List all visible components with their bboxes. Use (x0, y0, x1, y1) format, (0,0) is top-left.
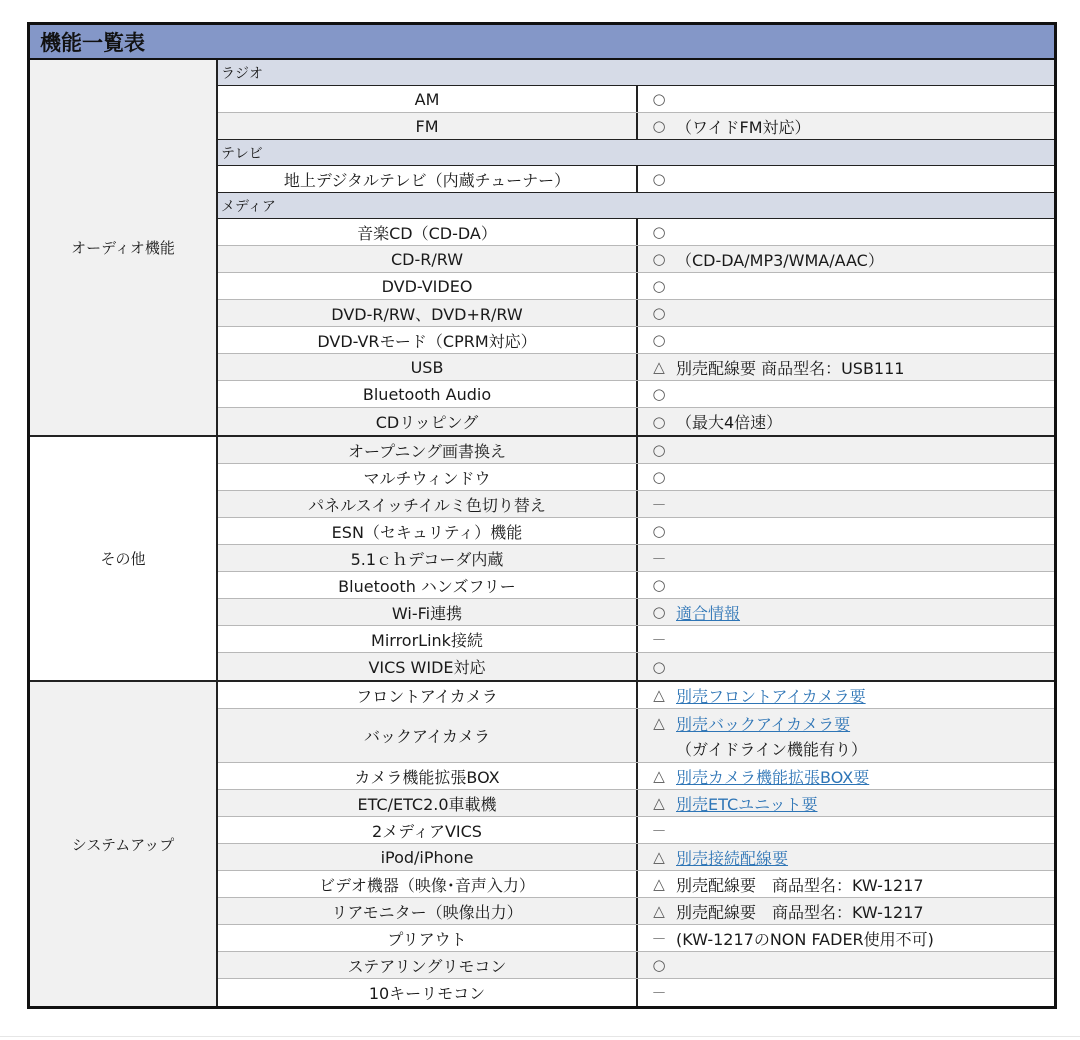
front-camera-link[interactable]: 別売フロントアイカメラ要 (676, 686, 866, 706)
feature-name: 10キーリモコン (218, 979, 638, 1006)
table-row (218, 518, 1054, 545)
table-row (218, 709, 1054, 763)
table-row (218, 437, 1054, 464)
value-note: （CD-DA/MP3/WMA/AAC） (676, 250, 884, 270)
table-row (218, 464, 1054, 491)
feature-name: オープニング画書換え (218, 437, 638, 463)
triangle-mark-icon: △ (653, 848, 665, 866)
feature-name: AM (218, 86, 638, 112)
compatibility-info-link[interactable]: 適合情報 (676, 603, 741, 623)
feature-name: バックアイカメラ (218, 709, 638, 762)
section-audio (30, 60, 1054, 437)
feature-name: DVD-VRモード（CPRM対応） (218, 327, 638, 353)
table-row (218, 871, 1054, 898)
table-row (218, 113, 1054, 140)
value-note: （ガイドライン機能有り） (676, 739, 868, 759)
feature-name: 音楽CD（CD-DA） (218, 219, 638, 245)
circle-mark-icon: ○ (652, 170, 666, 188)
value-note: 別売配線要 商品型名：KW-1217 (676, 875, 924, 895)
feature-name: DVD-R/RW、DVD+R/RW (218, 300, 638, 326)
triangle-mark-icon: △ (653, 902, 665, 920)
dash-mark-icon: － (651, 549, 667, 568)
table-row (218, 898, 1054, 925)
circle-mark-icon: ○ (652, 223, 666, 241)
feature-name: Wi-Fi連携 (218, 599, 638, 625)
section-other (30, 437, 1054, 682)
table-row (218, 599, 1054, 626)
feature-name: Bluetooth Audio (218, 381, 638, 407)
table-row (218, 925, 1054, 952)
value-note: 別売配線要 商品型名：USB111 (676, 358, 905, 378)
table-row (218, 790, 1054, 817)
feature-name: CD-R/RW (218, 246, 638, 272)
table-row (218, 300, 1054, 327)
circle-mark-icon: ○ (652, 441, 666, 459)
table-row (218, 408, 1054, 435)
table-row (218, 682, 1054, 709)
circle-mark-icon: ○ (652, 331, 666, 349)
group-header-radio: ラジオ (218, 60, 1054, 86)
circle-mark-icon: ○ (652, 603, 666, 621)
table-row (218, 327, 1054, 354)
feature-name: マルチウィンドウ (218, 464, 638, 490)
feature-name: リアモニター（映像出力） (218, 898, 638, 924)
group-header-media: メディア (218, 193, 1054, 219)
category-label: オーディオ機能 (30, 60, 218, 435)
circle-mark-icon: ○ (652, 576, 666, 594)
feature-name: 2メディアVICS (218, 817, 638, 843)
table-row (218, 273, 1054, 300)
table-row (218, 817, 1054, 844)
table-row (218, 572, 1054, 599)
feature-name: DVD-VIDEO (218, 273, 638, 299)
feature-name: CDリッピング (218, 408, 638, 435)
feature-name: パネルスイッチイルミ色切り替え (218, 491, 638, 517)
table-row (218, 763, 1054, 790)
table-title: 機能一覧表 (30, 25, 1054, 60)
triangle-mark-icon: △ (653, 358, 665, 376)
feature-name: VICS WIDE対応 (218, 653, 638, 680)
feature-name: FM (218, 113, 638, 139)
dash-mark-icon: － (651, 821, 667, 840)
feature-name: ETC/ETC2.0車載機 (218, 790, 638, 816)
feature-name: ESN（セキュリティ）機能 (218, 518, 638, 544)
value-note: （最大4倍速） (676, 413, 783, 432)
value-note: （ワイドFM対応） (676, 117, 811, 137)
dash-mark-icon: － (651, 630, 667, 649)
section-system-up (30, 682, 1054, 1006)
feature-name: Bluetooth ハンズフリー (218, 572, 638, 598)
table-row (218, 545, 1054, 572)
value-note: (KW-1217のNON FADER使用不可) (676, 929, 934, 949)
category-label: システムアップ (30, 682, 218, 1006)
feature-name: iPod/iPhone (218, 844, 638, 870)
feature-name: MirrorLink接続 (218, 626, 638, 652)
feature-name: ビデオ機器（映像･音声入力） (218, 871, 638, 897)
triangle-mark-icon: △ (653, 794, 665, 812)
table-row (218, 491, 1054, 518)
table-row (218, 653, 1054, 680)
table-row (218, 166, 1054, 193)
circle-mark-icon: ○ (652, 117, 666, 135)
circle-mark-icon: ○ (652, 657, 666, 676)
camera-box-link[interactable]: 別売カメラ機能拡張BOX要 (676, 767, 870, 787)
feature-name: 5.1ｃｈデコーダ内蔵 (218, 545, 638, 571)
table-row (218, 354, 1054, 381)
triangle-mark-icon: △ (653, 686, 665, 704)
feature-name: USB (218, 354, 638, 380)
back-camera-link[interactable]: 別売バックアイカメラ要 (676, 714, 851, 734)
etc-unit-link[interactable]: 別売ETCユニット要 (676, 794, 818, 814)
feature-name: プリアウト (218, 925, 638, 951)
circle-mark-icon: ○ (652, 304, 666, 322)
feature-name: カメラ機能拡張BOX (218, 763, 638, 789)
table-row (218, 86, 1054, 113)
circle-mark-icon: ○ (652, 385, 666, 403)
value-note: 別売配線要 商品型名：KW-1217 (676, 902, 924, 922)
page-divider (0, 1036, 1080, 1037)
table-row (218, 381, 1054, 408)
dash-mark-icon: － (651, 984, 667, 1002)
feature-name: 地上デジタルテレビ（内蔵チューナー） (218, 166, 638, 192)
table-row (218, 979, 1054, 1006)
dash-mark-icon: － (651, 495, 667, 514)
triangle-mark-icon: △ (653, 767, 665, 785)
table-row (218, 626, 1054, 653)
circle-mark-icon: ○ (652, 90, 666, 108)
circle-mark-icon: ○ (652, 522, 666, 540)
feature-name: フロントアイカメラ (218, 682, 638, 708)
table-row (218, 952, 1054, 979)
circle-mark-icon: ○ (652, 468, 666, 486)
triangle-mark-icon: △ (653, 714, 665, 732)
table-row (218, 844, 1054, 871)
feature-table (27, 22, 1057, 1009)
group-header-tv: テレビ (218, 140, 1054, 166)
dash-mark-icon: － (651, 929, 667, 948)
circle-mark-icon: ○ (652, 277, 666, 295)
circle-mark-icon: ○ (652, 956, 666, 974)
connection-cable-link[interactable]: 別売接続配線要 (676, 848, 789, 868)
category-label: その他 (30, 437, 218, 680)
circle-mark-icon: ○ (652, 412, 666, 431)
feature-name: ステアリングリモコン (218, 952, 638, 978)
table-row (218, 246, 1054, 273)
triangle-mark-icon: △ (653, 875, 665, 893)
circle-mark-icon: ○ (652, 250, 666, 268)
table-row (218, 219, 1054, 246)
